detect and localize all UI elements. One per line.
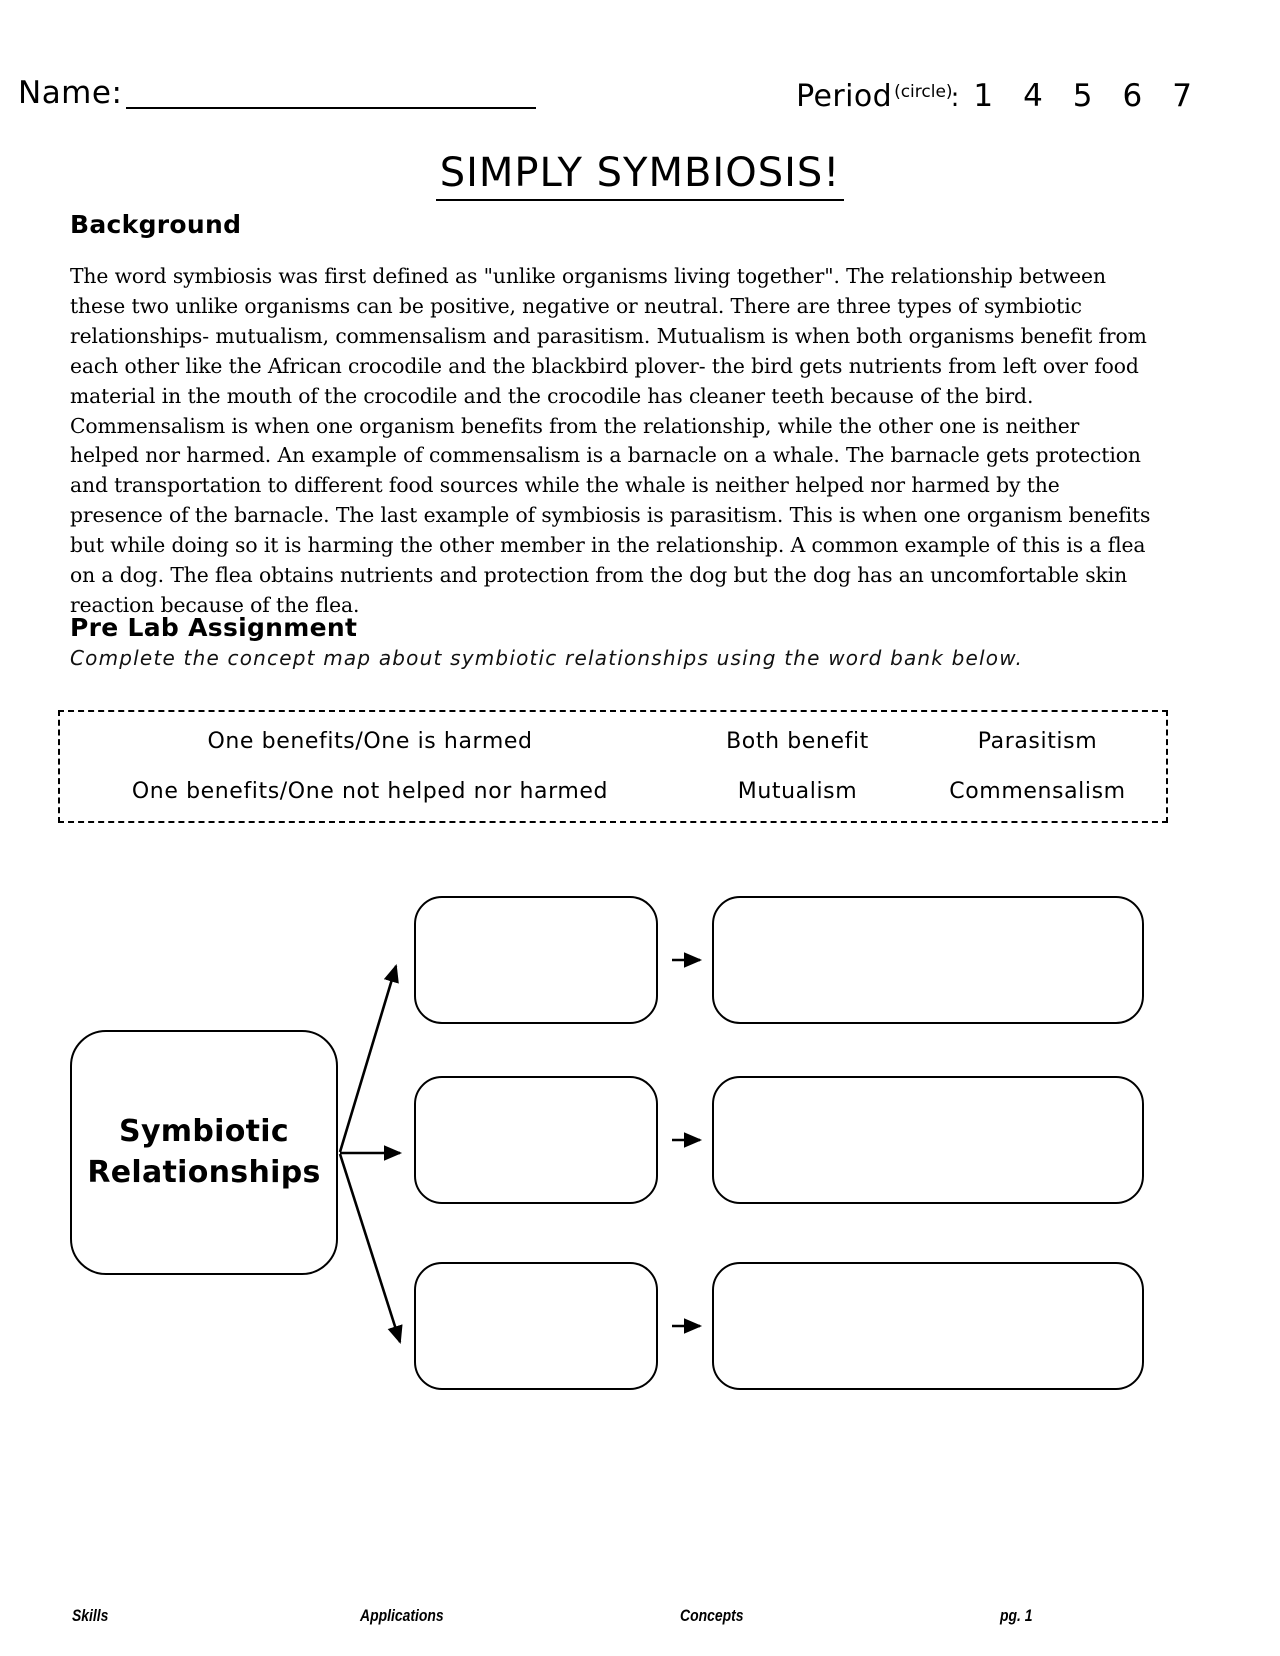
page-title-text: SIMPLY SYMBIOSIS! bbox=[436, 150, 845, 201]
name-field-group bbox=[18, 75, 536, 111]
period-circle-note: (circle) bbox=[894, 82, 953, 102]
footer-page-number: pg. 1 bbox=[1000, 1606, 1033, 1625]
concept-map-blank-definition-1[interactable] bbox=[712, 896, 1144, 1024]
period-option-1[interactable]: 1 bbox=[973, 78, 994, 114]
footer-applications-label: Applications bbox=[360, 1606, 444, 1625]
prelab-heading: Pre Lab Assignment bbox=[70, 613, 358, 642]
name-write-in-line[interactable] bbox=[126, 81, 536, 109]
background-heading: Background bbox=[70, 210, 242, 239]
word-bank-term[interactable]: Mutualism bbox=[737, 778, 858, 804]
arrow-root-to-box1 bbox=[340, 966, 396, 1152]
concept-map-root-node bbox=[70, 1030, 338, 1275]
period-option-7[interactable]: 7 bbox=[1172, 78, 1192, 114]
arrow-root-to-box3 bbox=[340, 1154, 400, 1342]
word-bank-term[interactable]: One benefits/One is harmed bbox=[207, 728, 533, 754]
word-bank bbox=[58, 710, 1168, 823]
period-options bbox=[973, 78, 1192, 114]
header-row bbox=[0, 75, 1280, 134]
word-bank-row-1 bbox=[60, 716, 1166, 766]
concept-map-blank-type-2[interactable] bbox=[414, 1076, 658, 1204]
footer-skills-label: Skills bbox=[72, 1606, 109, 1625]
word-bank-term[interactable]: One benefits/One not helped nor harmed bbox=[131, 778, 609, 804]
page-footer bbox=[0, 1606, 1280, 1630]
concept-map bbox=[0, 870, 1280, 1430]
period-field-group bbox=[796, 78, 1192, 114]
concept-map-blank-type-1[interactable] bbox=[414, 896, 658, 1024]
background-paragraph: The word symbiosis was first defined as "unlike organisms living together". The relationship between these two unlike organisms can be positive, negative or neutral. There are three types of symbiotic relationships- mutualism, commensalism and parasitism. Mutualism is when both organisms benefit from each other like the African crocodile and the blackbird plover- the bird gets nutrients from left over food material in the mouth of the crocodile and the crocodile has cleaner teeth because of the bird. Commensalism is when one organism benefits from the relationship, while the other one is neither helped nor harmed. An example of commensalism is a barnacle on a whale. The barnacle gets protection and transportation to different food sources while the whale is neither helped nor harmed by the presence of the barnacle. The last example of symbiosis is parasitism. This is when one organism benefits but while doing so it is harming the other member in the relationship. A common example of this is a flea on a dog. The flea obtains nutrients and protection from the dog but the dog has an uncomfortable skin reaction because of the flea. bbox=[70, 264, 1151, 617]
period-option-6[interactable]: 6 bbox=[1122, 78, 1143, 114]
concept-map-blank-definition-3[interactable] bbox=[712, 1262, 1144, 1390]
root-node-line-2: Relationships bbox=[87, 1154, 321, 1190]
word-bank-term[interactable]: Commensalism bbox=[949, 778, 1126, 804]
name-label: Name: bbox=[18, 75, 123, 111]
page-title bbox=[0, 150, 1280, 201]
period-colon: : bbox=[950, 83, 960, 113]
concept-map-blank-type-3[interactable] bbox=[414, 1262, 658, 1390]
period-option-4[interactable]: 4 bbox=[1023, 78, 1043, 114]
footer-concepts-label: Concepts bbox=[680, 1606, 744, 1625]
root-node-line-1: Symbiotic bbox=[119, 1114, 289, 1149]
word-bank-term[interactable]: Parasitism bbox=[977, 728, 1098, 754]
prelab-instruction: Complete the concept map about symbiotic relationships using the word bank below. bbox=[70, 646, 1024, 670]
word-bank-term[interactable]: Both benefit bbox=[726, 728, 869, 754]
period-label: Period bbox=[796, 79, 893, 114]
period-option-5[interactable]: 5 bbox=[1072, 78, 1093, 114]
concept-map-blank-definition-2[interactable] bbox=[712, 1076, 1144, 1204]
word-bank-row-2 bbox=[60, 766, 1166, 816]
